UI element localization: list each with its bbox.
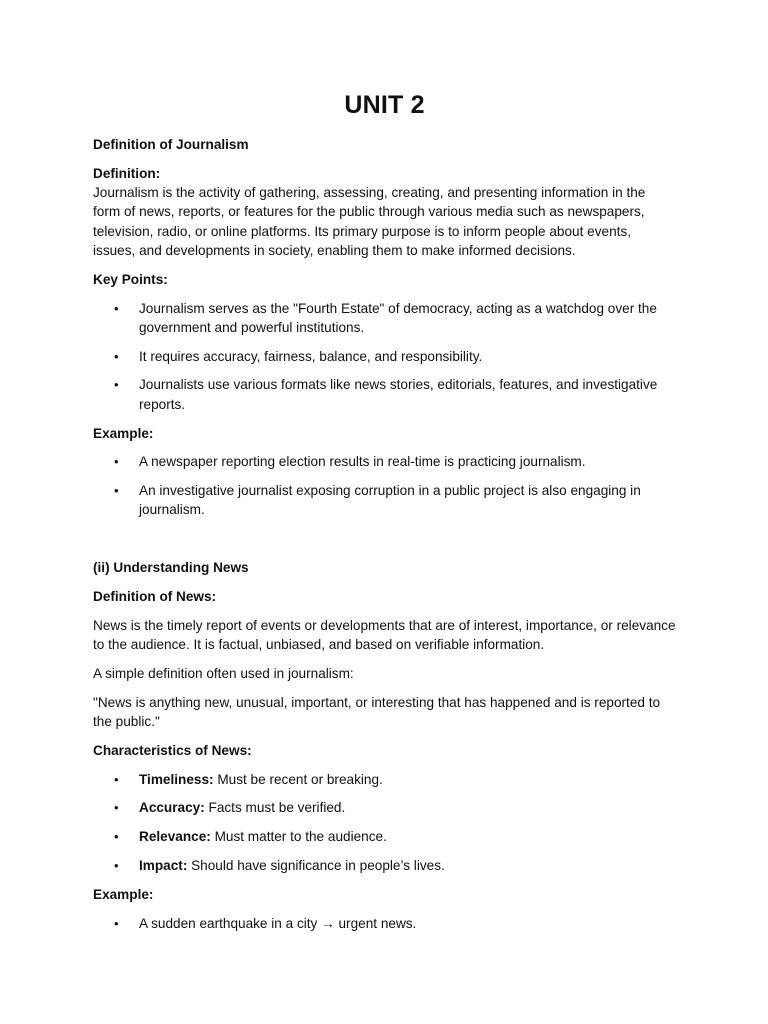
definition-text: Journalism is the activity of gathering, assessing, creating, and presenting information in the form of news, reports, or features for the public through various media such as newspapers, television, radio, or online platforms. Its primary purpose is to inform people about events, issues, and developments in society, enabling them to make informed decisions. <box>93 185 646 258</box>
list-item: • A newspaper reporting election results in real-time is practicing journalism. <box>93 452 676 471</box>
bullet-icon: • <box>114 454 119 470</box>
term: Accuracy: <box>139 800 205 816</box>
section-spacer <box>93 529 676 558</box>
bullet-icon: • <box>114 771 119 787</box>
definition-label: Definition: <box>93 165 161 181</box>
list-item <box>93 770 676 789</box>
bullet-icon: • <box>114 858 119 874</box>
list-item: • It requires accuracy, fairness, balance, and responsibility. <box>93 347 676 366</box>
list-item: • A sudden earthquake in a city → urgent news. <box>93 914 676 933</box>
characteristics-list <box>93 770 676 876</box>
term-description: Should have significance in people’s lives. <box>187 858 445 874</box>
simple-definition-intro: A simple definition often used in journalism: <box>93 665 354 681</box>
list-item <box>93 827 676 846</box>
bullet-icon: • <box>114 483 119 499</box>
example-label: Example: <box>93 425 154 441</box>
characteristics-label: Characteristics of News: <box>93 742 252 758</box>
section-heading-news: (ii) Understanding News <box>93 560 249 576</box>
term-description: Facts must be verified. <box>204 800 346 816</box>
list-item <box>93 798 676 817</box>
list-item: • Journalists use various formats like news stories, editorials, features, and investigative reports. <box>114 377 658 412</box>
bullet-icon: • <box>114 800 119 816</box>
term: Relevance: <box>139 829 211 845</box>
news-examples-list <box>93 914 676 933</box>
list-item: • Journalism serves as the "Fourth Estate" of democracy, acting as a watchdog over the government and powerful institutions. <box>114 300 657 335</box>
news-example-label: Example: <box>93 886 154 902</box>
bullet-icon: • <box>114 915 119 931</box>
term: Timeliness: <box>139 771 214 787</box>
term-description: Must matter to the audience. <box>210 829 387 845</box>
news-definition-label: Definition of News: <box>93 589 217 605</box>
examples-list <box>93 452 676 519</box>
news-definition-text: News is the timely report of events or developments that are of interest, importance, or relevance to the audience. It is factual, unbiased, and based on verifiable information. <box>93 617 676 653</box>
term-description: Must be recent or breaking. <box>213 771 383 787</box>
bullet-icon: • <box>114 348 119 364</box>
list-item: • An investigative journalist exposing corruption in a public project is also engaging in journalism. <box>114 483 641 518</box>
section-heading-journalism: Definition of Journalism <box>93 137 249 152</box>
bullet-icon: • <box>114 377 119 393</box>
news-quote: "News is anything new, unusual, important, or interesting that has happened and is reported to the public." <box>93 694 661 730</box>
list-item <box>93 856 676 875</box>
key-points-list <box>93 299 676 414</box>
key-points-label: Key Points: <box>93 271 168 287</box>
page-title: UNIT 2 <box>344 91 425 119</box>
term: Impact: <box>139 858 188 874</box>
bullet-icon: • <box>114 829 119 845</box>
bullet-icon: • <box>114 300 119 316</box>
